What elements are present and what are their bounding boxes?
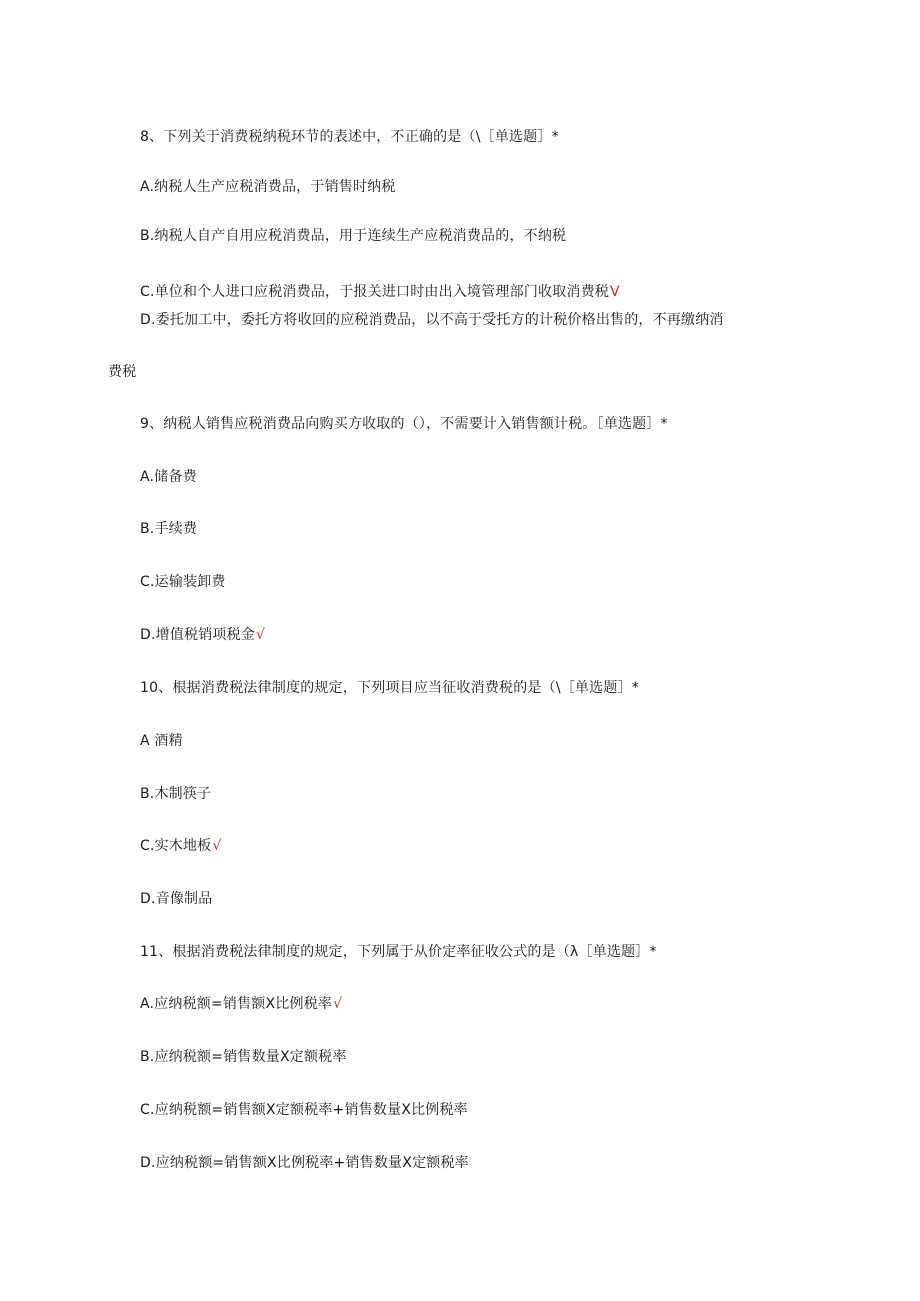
- question-10-option-a: A 酒精: [140, 733, 183, 749]
- question-11-option-c: C.应纳税额=销售额X定额税率+销售数量X比例税率: [140, 1102, 468, 1118]
- question-8-option-d-continuation: 费税: [108, 364, 137, 380]
- correct-answer-mark: √: [333, 996, 343, 1012]
- correct-answer-mark: V: [610, 284, 620, 300]
- question-10-option-d: D.音像制品: [140, 891, 213, 907]
- question-11-option-a: A.应纳税额=销售额X比例税率√: [140, 996, 343, 1012]
- question-8-option-a: A.纳税人生产应税消费品，于销售时纳税: [140, 179, 396, 195]
- question-10-stem: 10、根据消费税法律制度的规定，下列项目应当征收消费税的是（\［单选题］*: [140, 680, 639, 696]
- question-8-option-b: B.纳税人自产自用应税消费品，用于连续生产应税消费品的，不纳税: [140, 228, 567, 244]
- question-9-stem: 9、纳税人销售应税消费品向购买方收取的（），不需要计入销售额计税。［单选题］*: [140, 416, 668, 432]
- question-10-option-b: B.木制筷子: [140, 786, 212, 802]
- question-9-option-c: C.运输装卸费: [140, 574, 226, 590]
- question-8-option-c: C.单位和个人进口应税消费品，于报关进口时由出入境管理部门收取消费税V: [140, 284, 620, 300]
- question-11-option-d: D.应纳税额=销售额X比例税率+销售数量X定额税率: [140, 1155, 469, 1171]
- question-8-option-d: D.委托加工中，委托方将收回的应税消费品，以不高于受托方的计税价格出售的，不再缴纳消: [140, 312, 724, 328]
- correct-answer-mark: √: [256, 627, 266, 643]
- question-9-option-d: D.增值税销项税金√: [140, 627, 266, 643]
- question-9-option-b: B.手续费: [140, 521, 198, 537]
- question-11-stem: 11、根据消费税法律制度的规定，下列属于从价定率征收公式的是（λ［单选题］*: [140, 944, 657, 960]
- question-9-option-a: A.储备费: [140, 469, 197, 485]
- question-8-stem: 8、下列关于消费税纳税环节的表述中，不正确的是（\［单选题］*: [140, 129, 559, 145]
- question-11-option-b: B.应纳税额=销售数量X定额税率: [140, 1049, 347, 1065]
- question-10-option-c: C.实木地板√: [140, 838, 222, 854]
- correct-answer-mark: √: [212, 838, 222, 854]
